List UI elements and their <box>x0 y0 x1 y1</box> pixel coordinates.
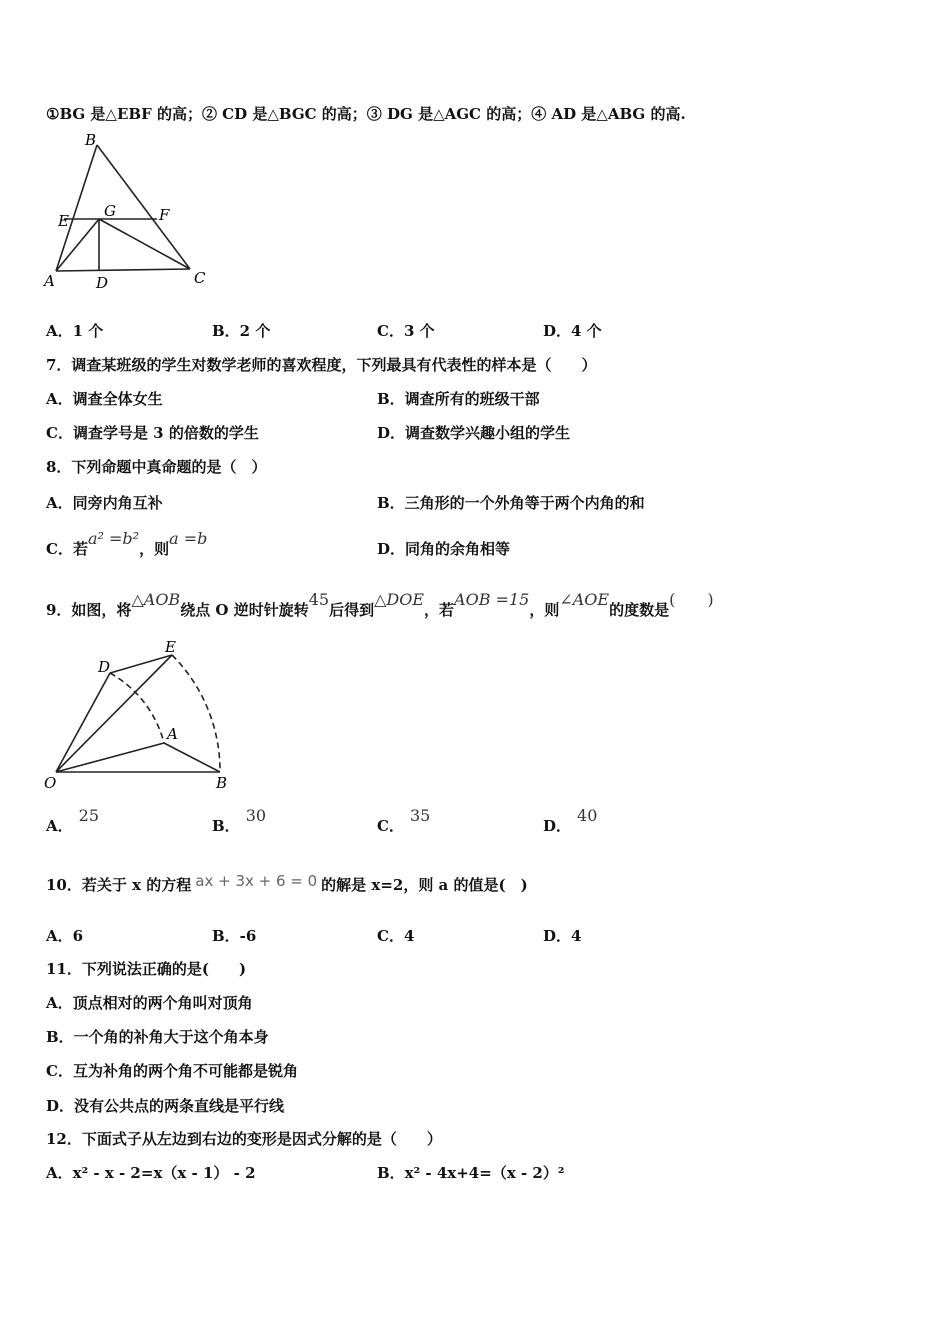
q9-option-d-label: D． <box>543 817 572 835</box>
q9-option-a-value: 25 <box>78 806 99 825</box>
q7-option-b: B．调查所有的班级干部 <box>377 390 540 408</box>
q6-option-a: A．1 个 <box>46 322 104 340</box>
q8-option-b: B．三角形的一个外角等于两个内角的和 <box>377 494 645 512</box>
q9-option-a-label: A． <box>46 817 73 835</box>
label-E: E <box>165 638 176 656</box>
q6-option-c: C．3 个 <box>377 322 435 340</box>
q8-option-c-mid: ，则 <box>139 540 170 558</box>
q9-text-5: ，则 <box>529 601 560 619</box>
q9-math-aob-15: AOB =15 <box>454 590 530 609</box>
q9-text-4: ，若 <box>424 601 455 619</box>
q8-option-d: D．同角的余角相等 <box>377 540 511 558</box>
q11-stem: 11．下列说法正确的是( ) <box>46 960 247 978</box>
q9-figure <box>40 636 240 796</box>
q10-text-2: 的解是 x=2，则 a 的值是( ) <box>321 876 528 894</box>
q11-option-a: A．顶点相对的两个角叫对顶角 <box>46 994 253 1012</box>
q8-option-c-math2: a =b <box>169 529 208 548</box>
q6-figure <box>40 128 220 293</box>
q12-stem: 12．下面式子从左边到右边的变形是因式分解的是（ ） <box>46 1130 442 1148</box>
q10-option-b: B．-6 <box>212 927 257 945</box>
label-F: F <box>159 206 170 224</box>
q9-option-b-value: 30 <box>245 806 267 825</box>
q9-text-3: 后得到 <box>329 601 375 619</box>
q10-option-c: C．4 <box>377 927 415 945</box>
q9-option-b-label: B． <box>212 817 240 835</box>
q8-option-c-prefix: C．若 <box>46 540 88 558</box>
label-B: B <box>85 131 97 149</box>
label-E: E <box>58 212 69 230</box>
q9-math-triangle-doe: △DOE <box>374 590 425 609</box>
q9-text-1: 9．如图，将 <box>46 601 132 619</box>
label-B: B <box>216 774 228 792</box>
q10-equation: ax + 3x + 6 = 0 <box>195 872 318 890</box>
q7-option-d: D．调查数学兴趣小组的学生 <box>377 424 571 442</box>
q11-option-d: D．没有公共点的两条直线是平行线 <box>46 1097 285 1115</box>
q9-math-angle-aoe: ∠AOE <box>559 590 610 609</box>
q6-option-d: D．4 个 <box>543 322 602 340</box>
q8-option-c-math1: a² =b² <box>87 529 140 548</box>
q9-option-c-value: 35 <box>409 806 431 825</box>
q9-math-triangle-aob: △AOB <box>131 590 181 609</box>
q8-stem: 8．下列命题中真命题的是（ ） <box>46 458 267 476</box>
q10-stem <box>46 874 528 895</box>
q12-option-b: B．x² - 4x+4=（x - 2）² <box>377 1164 565 1182</box>
q9-math-45: 45 <box>308 590 330 609</box>
q6-option-b: B．2 个 <box>212 322 271 340</box>
q8-option-a: A．同旁内角互补 <box>46 494 163 512</box>
q10-option-d: D．4 <box>543 927 582 945</box>
q11-option-b: B．一个角的补角大于这个角本身 <box>46 1028 269 1046</box>
label-O: O <box>44 774 57 792</box>
q11-option-c: C．互为补角的两个角不可能都是锐角 <box>46 1062 298 1080</box>
q9-text-6: 的度数是 <box>609 601 670 619</box>
q12-option-a: A．x² - x - 2=x（x - 1） - 2 <box>46 1164 256 1182</box>
label-C: C <box>194 269 206 287</box>
q7-stem: 7．调查某班级的学生对数学老师的喜欢程度，下列最具有代表性的样本是（ ） <box>46 356 597 374</box>
q10-text-1: 10．若关于 x 的方程 <box>46 876 192 894</box>
label-D: D <box>96 274 109 292</box>
q6-statements: ①BG 是△EBF 的高；② CD 是△BGC 的高；③ DG 是△AGC 的高；④ AD 是△ABG 的高. <box>46 105 686 123</box>
q10-option-a: A．6 <box>46 927 84 945</box>
q9-option-d-value: 40 <box>577 806 598 825</box>
q9-option-d <box>543 806 598 836</box>
q9-option-c-label: C． <box>377 817 404 835</box>
q7-option-c: C．调查学号是 3 的倍数的学生 <box>46 424 259 442</box>
q9-stem <box>46 590 714 620</box>
q9-answer-paren: ( ) <box>669 590 714 609</box>
q8-option-c <box>46 529 208 559</box>
q9-text-2: 绕点 O 逆时针旋转 <box>180 601 309 619</box>
q9-option-c <box>377 806 431 836</box>
q9-option-b <box>212 806 267 836</box>
label-A: A <box>167 725 178 743</box>
q7-option-a: A．调查全体女生 <box>46 390 163 408</box>
label-A: A <box>44 272 55 290</box>
q9-option-a <box>46 806 99 836</box>
label-G: G <box>104 202 116 220</box>
label-D: D <box>98 658 111 676</box>
